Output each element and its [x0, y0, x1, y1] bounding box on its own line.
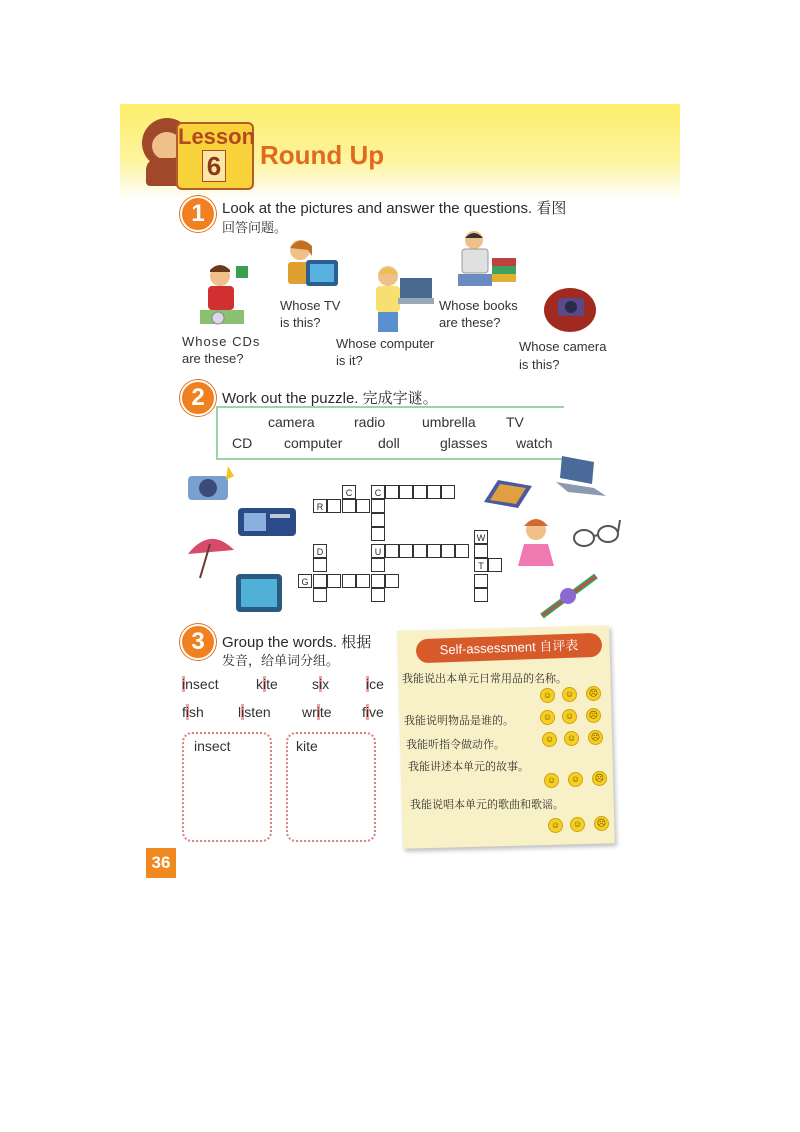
neutral-face-icon[interactable]: ☺	[568, 772, 583, 787]
word-insect: insect	[182, 676, 219, 692]
section-2-badge: 2	[180, 380, 216, 416]
word-fish: fish	[182, 704, 204, 720]
camera-illustration	[184, 462, 240, 506]
puzzle-cell[interactable]	[342, 574, 356, 588]
assessment-item-4: 我能讲述本单元的故事。	[408, 760, 529, 773]
puzzle-cell[interactable]: W	[474, 530, 488, 544]
question-tv-line2: is this?	[280, 315, 321, 330]
puzzle-cell[interactable]	[371, 558, 385, 572]
puzzle-cell[interactable]	[474, 588, 488, 602]
question-computer-line2: is it?	[336, 353, 363, 368]
boy-with-books-illustration	[452, 228, 522, 296]
person-with-camera-illustration	[538, 284, 604, 334]
section-3-instruction-cn: 发音，给单词分组。	[222, 653, 340, 668]
smile-face-icon[interactable]: ☺	[540, 688, 555, 703]
puzzle-cell[interactable]	[399, 485, 413, 499]
puzzle-cell[interactable]	[413, 544, 427, 558]
question-camera-line1: Whose camera	[519, 339, 607, 354]
sad-face-icon[interactable]: ☹	[586, 708, 601, 723]
cd-illustration	[480, 476, 534, 510]
question-books-line1: Whose books	[439, 298, 518, 313]
lesson-number: 6	[202, 150, 226, 182]
group-label-insect: insect	[194, 738, 231, 754]
puzzle-cell[interactable]	[327, 499, 341, 513]
puzzle-cell[interactable]: T	[474, 558, 488, 572]
puzzle-cell[interactable]	[455, 544, 469, 558]
puzzle-cell[interactable]	[441, 485, 455, 499]
group-label-kite: kite	[296, 738, 318, 754]
umbrella-illustration	[184, 530, 238, 582]
question-camera-line2: is this?	[519, 357, 560, 372]
lesson-label: Lesson	[178, 124, 256, 149]
question-computer-line1: Whose computer	[336, 336, 435, 351]
neutral-face-icon[interactable]: ☺	[564, 731, 579, 746]
boy-with-cds-illustration	[196, 260, 260, 332]
word-five: five	[362, 704, 384, 720]
puzzle-cell[interactable]: C	[342, 485, 356, 499]
word-kite: kite	[256, 676, 278, 692]
puzzle-cell[interactable]	[413, 485, 427, 499]
sad-face-icon[interactable]: ☹	[594, 816, 609, 831]
glasses-illustration	[570, 516, 622, 552]
smile-face-icon[interactable]: ☺	[542, 732, 557, 747]
puzzle-cell[interactable]	[399, 544, 413, 558]
smile-face-icon[interactable]: ☺	[544, 773, 559, 788]
puzzle-cell[interactable]: C	[371, 485, 385, 499]
computer-illustration	[554, 452, 608, 498]
section-1-instruction: Look at the pictures and answer the questions. 看图	[222, 200, 567, 217]
puzzle-cell[interactable]	[371, 513, 385, 527]
word-radio: radio	[354, 414, 386, 430]
puzzle-cell[interactable]	[385, 574, 399, 588]
self-assessment-title: Self-assessment 自评表	[416, 633, 603, 663]
puzzle-cell[interactable]	[313, 574, 327, 588]
assessment-item-3: 我能听指令做动作。	[406, 738, 505, 751]
puzzle-cell[interactable]: D	[313, 544, 327, 558]
puzzle-cell[interactable]: G	[298, 574, 312, 588]
assessment-item-2: 我能说明物品是谁的。	[404, 714, 514, 727]
puzzle-cell[interactable]	[427, 485, 441, 499]
page-title: Round Up	[260, 140, 385, 170]
assessment-item-5: 我能说唱本单元的歌曲和歌谣。	[410, 798, 564, 811]
word-computer: computer	[284, 435, 343, 451]
puzzle-cell[interactable]	[427, 544, 441, 558]
puzzle-cell[interactable]	[356, 499, 370, 513]
word-six: six	[312, 676, 330, 692]
puzzle-cell[interactable]	[441, 544, 455, 558]
section-1-badge: 1	[180, 196, 216, 232]
puzzle-cell[interactable]	[371, 574, 385, 588]
word-write: write	[302, 704, 332, 720]
neutral-face-icon[interactable]: ☺	[570, 817, 585, 832]
puzzle-cell[interactable]	[371, 527, 385, 541]
radio-illustration	[236, 504, 298, 538]
section-1-instruction-cn: 回答问题。	[222, 220, 288, 235]
puzzle-cell[interactable]	[488, 558, 502, 572]
neutral-face-icon[interactable]: ☺	[562, 709, 577, 724]
word-umbrella: umbrella	[422, 414, 476, 430]
puzzle-cell[interactable]	[327, 574, 341, 588]
puzzle-cell[interactable]: U	[371, 544, 385, 558]
word-watch: watch	[516, 435, 553, 451]
girl-with-tv-illustration	[282, 236, 342, 296]
page-number: 36	[146, 848, 176, 878]
puzzle-cell[interactable]	[385, 485, 399, 499]
puzzle-cell[interactable]: R	[313, 499, 327, 513]
word-ice: ice	[366, 676, 384, 692]
puzzle-cell[interactable]	[474, 544, 488, 558]
watch-illustration	[538, 572, 602, 620]
puzzle-cell[interactable]	[356, 574, 370, 588]
smile-face-icon[interactable]: ☺	[540, 710, 555, 725]
neutral-face-icon[interactable]: ☺	[562, 687, 577, 702]
puzzle-cell[interactable]	[474, 574, 488, 588]
word-cd: CD	[232, 435, 253, 451]
word-tv: TV	[506, 414, 524, 430]
boy-with-laptop-illustration	[372, 264, 438, 334]
tv-illustration	[234, 572, 284, 616]
word-doll: doll	[378, 435, 400, 451]
sad-face-icon[interactable]: ☹	[592, 771, 607, 786]
smile-face-icon[interactable]: ☺	[548, 818, 563, 833]
puzzle-cell[interactable]	[385, 544, 399, 558]
puzzle-cell[interactable]	[371, 588, 385, 602]
section-3-badge: 3	[180, 624, 216, 660]
question-tv-line1: Whose TV	[280, 298, 341, 313]
word-camera: camera	[268, 414, 315, 430]
question-cds-line1: Whose CDs	[182, 334, 261, 349]
section-3-instruction: Group the words. 根据	[222, 634, 372, 651]
puzzle-cell[interactable]	[342, 499, 356, 513]
puzzle-cell[interactable]	[313, 558, 327, 572]
question-cds-line2: are these?	[182, 351, 244, 366]
assessment-item-1: 我能说出本单元日常用品的名称。	[402, 672, 567, 685]
doll-illustration	[514, 516, 560, 576]
sad-face-icon[interactable]: ☹	[588, 730, 603, 745]
sad-face-icon[interactable]: ☹	[586, 686, 601, 701]
section-2-instruction: Work out the puzzle. 完成字谜。	[222, 390, 438, 407]
word-listen: listen	[238, 704, 271, 720]
puzzle-cell[interactable]	[371, 499, 385, 513]
word-glasses: glasses	[440, 435, 488, 451]
puzzle-cell[interactable]	[313, 588, 327, 602]
question-books-line2: are these?	[439, 315, 501, 330]
